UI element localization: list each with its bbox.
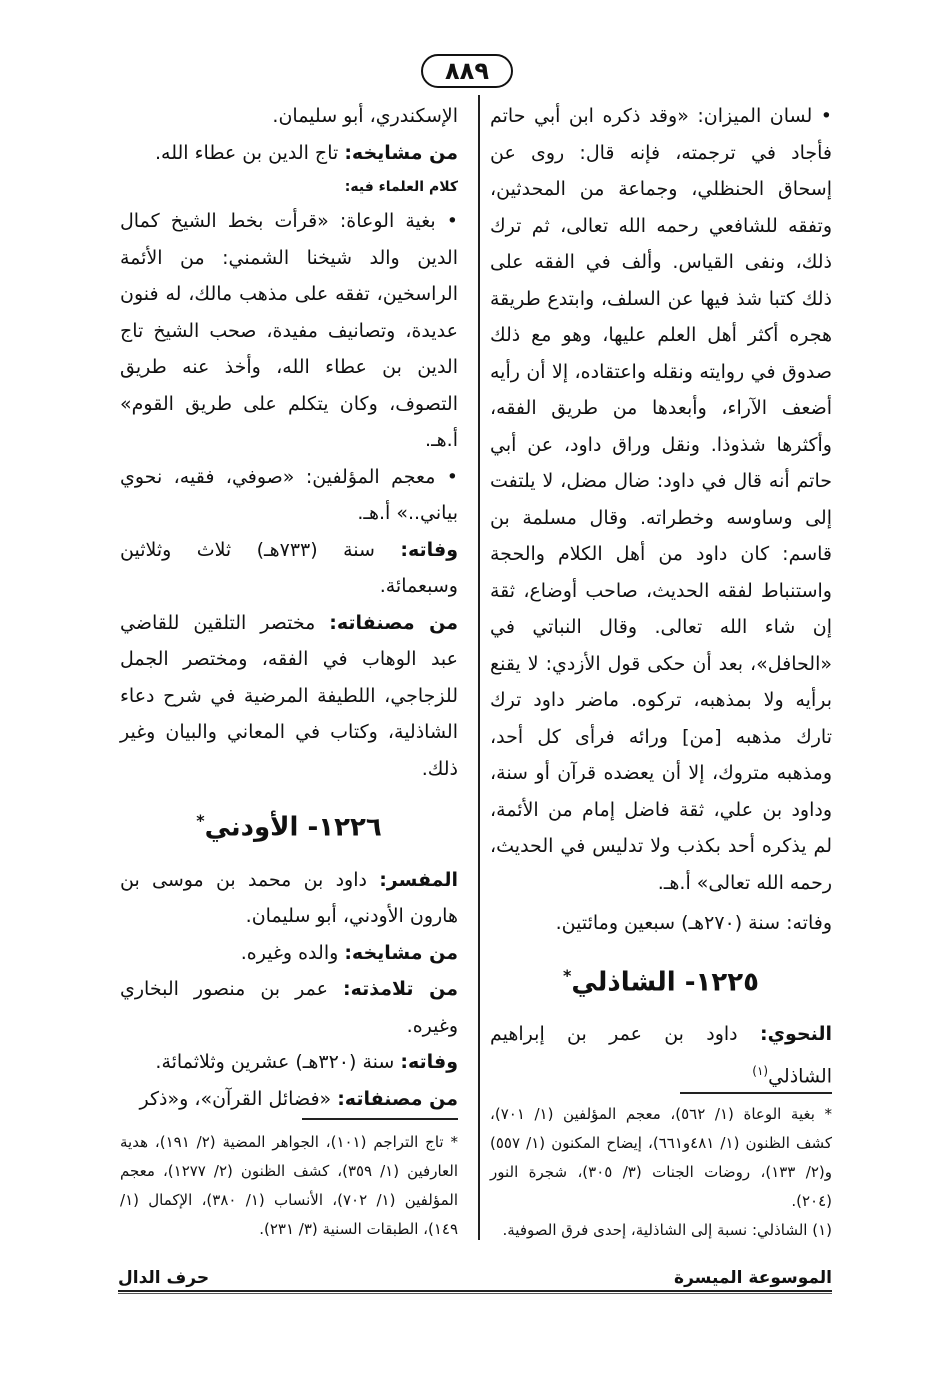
death-text: سنة (٧٣٣هـ) ثلاث وثلاثين وسبعمائة.: [120, 538, 458, 597]
footnote-rule-right: [680, 1092, 832, 1094]
teachers-lead: من مشايخه:: [344, 941, 458, 964]
entry-intro-lead: النحوي:: [759, 1023, 832, 1046]
death-text: سنة (٣٢٠هـ) عشرين وثلاثمائة.: [155, 1051, 395, 1074]
works-1226: [120, 1081, 458, 1118]
entry-title-text: ١٢٢٥- الشاذلي: [571, 967, 759, 998]
works-1225: [120, 605, 458, 788]
mufassir-1226: [120, 862, 458, 935]
entry-star: *: [196, 811, 205, 830]
footnote-1: (١) الشاذلي: نسبة إلى الشاذلية، إحدى فرق الصوفية.: [502, 1221, 832, 1239]
entry-intro-1225: [490, 1016, 832, 1094]
footnote-ref-1: (١): [752, 1063, 769, 1078]
mufassir-lead: المفسر:: [379, 868, 458, 891]
works-text: مختصر التلقين للقاضي عبد الوهاب في الفقه، ومختصر الجمل للزجاجي، اللطيفة المرضية في شرح دعاء الشاذلية، وكتاب في المعاني والبيان وغير ذلك.: [120, 611, 458, 780]
students-text: عمر بن منصور البخاري وغيره.: [120, 978, 458, 1037]
right-column: [490, 98, 832, 1094]
continued-name: الإسكندري، أبو سليمان.: [272, 105, 458, 127]
death-lead: وفاته:: [400, 1051, 458, 1074]
entry-star: *: [562, 965, 572, 985]
footnote-star-1225: * بغية الوعاة (١/ ٥٦٢)، معجم المؤلفين (١/ ٧٠١)، كشف الظنون (١/ ٤٨١و٦٦١)، إيضاح المكنون (١/ ٥٥٧) و(٢/ ١٣٣)، روضات الجنات (٣/ ٣٠٥)، شجرة النور (٢٠٤).: [490, 1105, 833, 1210]
footer-section-title: حرف الدال: [118, 1268, 215, 1288]
footer-book-title: الموسوعة الميسرة: [668, 1268, 832, 1288]
students-lead: من تلامذته:: [342, 978, 458, 1001]
lisan-al-mizan-quote: • لسان الميزان: «وقد ذكره ابن أبي حاتم فأجاد في ترجمته، فإنه قال: روى عن إسحاق الحنظلي، وجماعة من المحدثين، وتفقه للشافعي رحمه الله تعالى، ثم ترك ذلك، ونفى القياس. وألف في الفقه على ذلك كتبا شذ فيها عن السلف، وابتدع طريقة هجره أكثر أهل العلم عليها، وهو مع ذلك صدوق في روايته ونقله واعتقاده، إلا أن رأيه أضعف الآراء، وأبعدها من طريق الفقه، وأكثرها شذوذا. ونقل وراق داود، عن أبي حاتم أنه قال في داود: ضال مضل، لا يلتفت إلى وساوسه وخطراته. وقال مسلمة بن قاسم: كان داود من أهل الكلام والحجة واستنباط لفقه الحديث، صاحب أوضاع، ثقة إن شاء الله تعالى. وقال النباتي في «الحافل»، بعد أن حكى قول الأزدي: لا يقنع برأيه ولا بمذهبه، تركوه. ماضر داود ترك تارك مذهبه [من] ورائه فرأى كل أحد، ومذهبه متروك، إلا أن يعضده قرآن أو سنة، وداود بن علي، ثقة فاضل إمام من الأئمة، لم يذكره أحد بكذب ولا تدليس في الحديث، رحمه الله تعالى» أ.هـ.: [490, 105, 832, 894]
entry-title-1226: [120, 801, 458, 848]
page-number-text: ۸۸۹: [445, 57, 489, 85]
death-text: وفاته: سنة (٢٧٠هـ) سبعين ومائتين.: [555, 912, 832, 934]
death-1226: [120, 1044, 458, 1081]
works-text: «فضائل القرآن»، و«ذكر: [139, 1087, 332, 1110]
mujam-quote: • معجم المؤلفين: «صوفي، فقيه، نحوي بياني..» أ.هـ.: [120, 465, 458, 524]
column-divider: [478, 95, 480, 1240]
footer-rule: [118, 1290, 832, 1292]
teachers-1225: [120, 135, 458, 172]
footnote-rule-left: [302, 1118, 458, 1120]
teachers-text: والده وغيره.: [240, 941, 339, 964]
footnote-star-1226: * تاج التراجم (١٠١)، الجواهر المضية (٢/ ١٩١)، هدية العارفين (١/ ٣٥٩)، كشف الظنون (٢/ ١٢٧٧)، معجم المؤلفين (١/ ٧٠٢)، الأنساب (١/ ٣٨٠)، الإكمال (١/ ١٤٩)، الطبقات السنية (٣/ ٢٣١).: [120, 1133, 458, 1238]
works-lead: من مصنفاته:: [329, 611, 458, 634]
death-date-dawud: [490, 905, 832, 942]
works-lead: من مصنفاته:: [337, 1087, 458, 1110]
entry-title-text: ١٢٢٦- الأودني: [204, 812, 382, 843]
death-lead: وفاته:: [400, 538, 458, 561]
scholars-heading: كلام العلماء فيه:: [344, 179, 458, 195]
footer-rule-thin: [118, 1293, 832, 1294]
teachers-lead: من مشايخه:: [344, 141, 458, 164]
teachers-1226: [120, 935, 458, 972]
left-column: [120, 98, 458, 1117]
entry-title-1225: [490, 956, 832, 1003]
page-number: [387, 52, 547, 90]
teachers-text: تاج الدين بن عطاء الله.: [155, 141, 339, 164]
footnotes-right: [490, 1100, 832, 1245]
bughya-quote: • بغية الوعاة: «قرأت بخط الشيخ كمال الدين والد شيخنا الشمني: من الأئمة الراسخين، تفقه على مذهب مالك، له فنون عديدة، وتصانيف مفيدة، صحب الشيخ تاج الدين بن عطاء الله، وأخذ عنه طريق التصوف، وكان يتكلم على طريق القوم» أ.هـ.: [120, 210, 458, 451]
death-1225: [120, 532, 458, 605]
page-number-frame: [421, 54, 513, 88]
entry-intro-text: داود بن عمر بن إبراهيم الشاذلي: [490, 1023, 832, 1087]
mufassir-text: داود بن محمد بن موسى بن هارون الأودني، أبو سليمان.: [120, 868, 458, 928]
footnotes-left: [120, 1128, 458, 1244]
students-1226: [120, 971, 458, 1044]
